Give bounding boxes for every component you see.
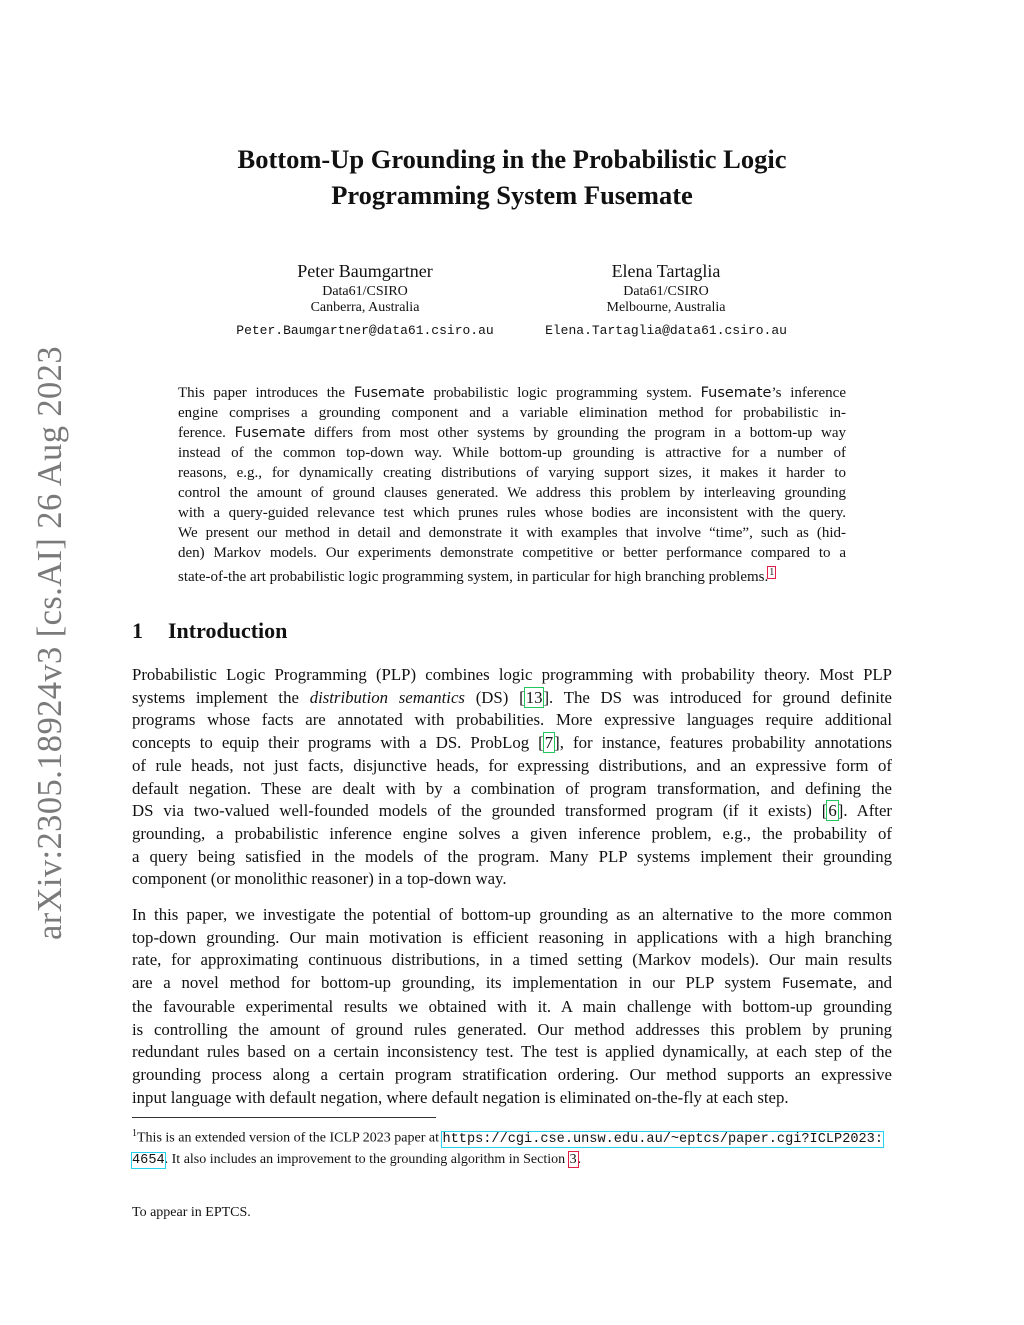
paragraph-line: is controlling the amount of ground rules generated. Our method addresses this problem by pruning <box>132 1019 892 1039</box>
paragraph-line: programs whose facts are annotated with probabilities. More expressive languages require additional <box>132 710 892 730</box>
author-affiliation: Data61/CSIRO <box>322 284 408 299</box>
paper-title <box>0 141 1024 213</box>
paragraph-line: top-down grounding. Our main motivation is efficient reasoning in applications with a high branching <box>132 927 892 947</box>
footnote-link[interactable]: 1 <box>769 567 775 578</box>
abstract-line: This paper introduces the Fusemate probabilistic logic programming system. Fusemate’s inference <box>178 385 846 401</box>
paragraph-line: default negation. These are dealt with by a combination of program transformation, and defining the <box>132 778 892 798</box>
paragraph-line: concepts to equip their programs with a DS. ProbLog [7], for instance, features probability annotations <box>132 733 892 753</box>
paragraph-line: a query being satisfied in the models of the program. Many PLP systems implement their grounding <box>132 846 892 866</box>
abstract-line: den) Markov models. Our experiments demonstrate competitive or better performance compared to a <box>178 545 846 561</box>
citation-link[interactable]: 7 <box>544 733 554 753</box>
paragraph-line: grounding, a probabilistic inference engine solves a given inference problem, e.g., the probability of <box>132 823 892 843</box>
abstract-line: We present our method in detail and demonstrate it with examples that involve “time”, such as (hid- <box>178 525 846 541</box>
section-heading <box>132 618 287 644</box>
footnote-line: 4654. It also includes an improvement to the grounding algorithm in Section 3. <box>132 1151 582 1168</box>
author-block <box>531 258 801 340</box>
paragraph-line: rate, for approximating continuous distributions, in a timed setting (Markov models). Our main results <box>132 950 892 970</box>
author-location: Melbourne, Australia <box>606 300 726 315</box>
abstract-line: with a query-guided relevance test which prunes rules whose bodies are inconsistent with the query. <box>178 505 846 521</box>
system-name: Fusemate <box>234 425 306 441</box>
venue-note: To appear in EPTCS. <box>132 1205 251 1220</box>
section-ref-link[interactable]: 3 <box>569 1151 577 1167</box>
paragraph-line: systems implement the distribution semantics (DS) [13]. The DS was introduced for ground definite <box>132 687 892 707</box>
intro-paragraph <box>132 904 892 1109</box>
paragraph-line: input language with default negation, where default negation is eliminated on-the-fly at each step. <box>132 1087 789 1107</box>
author-email[interactable]: Peter.Baumgartner@data61.csiro.au <box>236 323 494 338</box>
abstract-line: ference. Fusemate differs from most other systems by grounding the program in a bottom-up way <box>178 425 847 441</box>
system-name: Fusemate <box>781 976 853 993</box>
footnote-url-link[interactable]: https://cgi.cse.unsw.edu.au/~eptcs/paper.cgi?ICLP2023: <box>442 1131 883 1147</box>
abstract <box>178 383 846 587</box>
section-title: Introduction <box>168 618 288 643</box>
system-name: Fusemate <box>353 385 425 401</box>
system-name: Fusemate <box>700 385 772 401</box>
author-name: Elena Tartaglia <box>611 261 721 281</box>
footnote-url-link[interactable]: 4654 <box>132 1152 165 1168</box>
footnote-divider <box>132 1117 436 1118</box>
paragraph-line: redundant rules based on a certain inconsistency test. The test is applied dynamically, at each step of the <box>132 1042 892 1062</box>
abstract-line: state-of-the art probabilistic logic programming system, in particular for high branching problems.$^1$ <box>178 567 775 585</box>
title-line: Bottom-Up Grounding in the Probabilistic Logic <box>237 144 787 174</box>
paragraph-line: of rule heads, not just facts, disjunctive heads, for expressing distributions, and an expressive form of <box>132 755 892 775</box>
paragraph-line: Probabilistic Logic Programming (PLP) combines logic programming with probability theory. Most PLP <box>132 665 892 684</box>
author-location: Canberra, Australia <box>310 300 420 315</box>
section-number: 1 <box>132 618 143 643</box>
author-email[interactable]: Elena.Tartaglia@data61.csiro.au <box>545 323 787 338</box>
abstract-line: control the amount of ground clauses generated. We address this problem by interleaving grounding <box>178 485 846 501</box>
paragraph-line: grounding process along a certain program stratification ordering. Our method supports an expressive <box>132 1064 892 1084</box>
title-line: Programming System Fusemate <box>331 180 693 210</box>
arxiv-identifier: arXiv:2305.18924v3 [cs.AI] 26 Aug 2023 <box>31 346 69 940</box>
author-name: Peter Baumgartner <box>297 261 433 281</box>
paragraph-line: In this paper, we investigate the potential of bottom-up grounding as an alternative to the more common <box>132 905 892 924</box>
abstract-line: engine comprises a grounding component and a variable elimination method for probabilistic in- <box>178 405 846 421</box>
citation-link[interactable]: 13 <box>525 687 543 707</box>
citation-link[interactable]: 6 <box>828 801 837 821</box>
intro-paragraph <box>132 664 892 891</box>
author-affiliation: Data61/CSIRO <box>623 284 709 299</box>
abstract-line: instead of the common top-down way. While bottom-up grounding is attractive for a number of <box>178 445 846 461</box>
paragraph-line: the favourable experimental results we obtained with it. A main challenge with bottom-up grounding <box>132 996 892 1016</box>
paragraph-line: DS via two-valued well-founded models of the grounded transformed program (if it exists) [6]. After <box>132 801 892 821</box>
paragraph-line: are a novel method for bottom-up grounding, its implementation in our PLP system Fusemate, and <box>132 973 892 993</box>
author-block <box>230 258 500 340</box>
footnote-marker: 1 <box>132 1128 137 1139</box>
footnote <box>132 1124 892 1171</box>
paragraph-line: component (or monolithic reasoner) in a top-down way. <box>132 869 507 889</box>
footnote-line: $^1$This is an extended version of the ICLP 2023 paper at https://cgi.cse.unsw.edu.au/~eptcs/paper.cgi?ICLP2023: <box>132 1128 883 1147</box>
abstract-line: reasons, e.g., for dynamically creating distributions of varying support sizes, it makes it harder to <box>178 465 846 481</box>
